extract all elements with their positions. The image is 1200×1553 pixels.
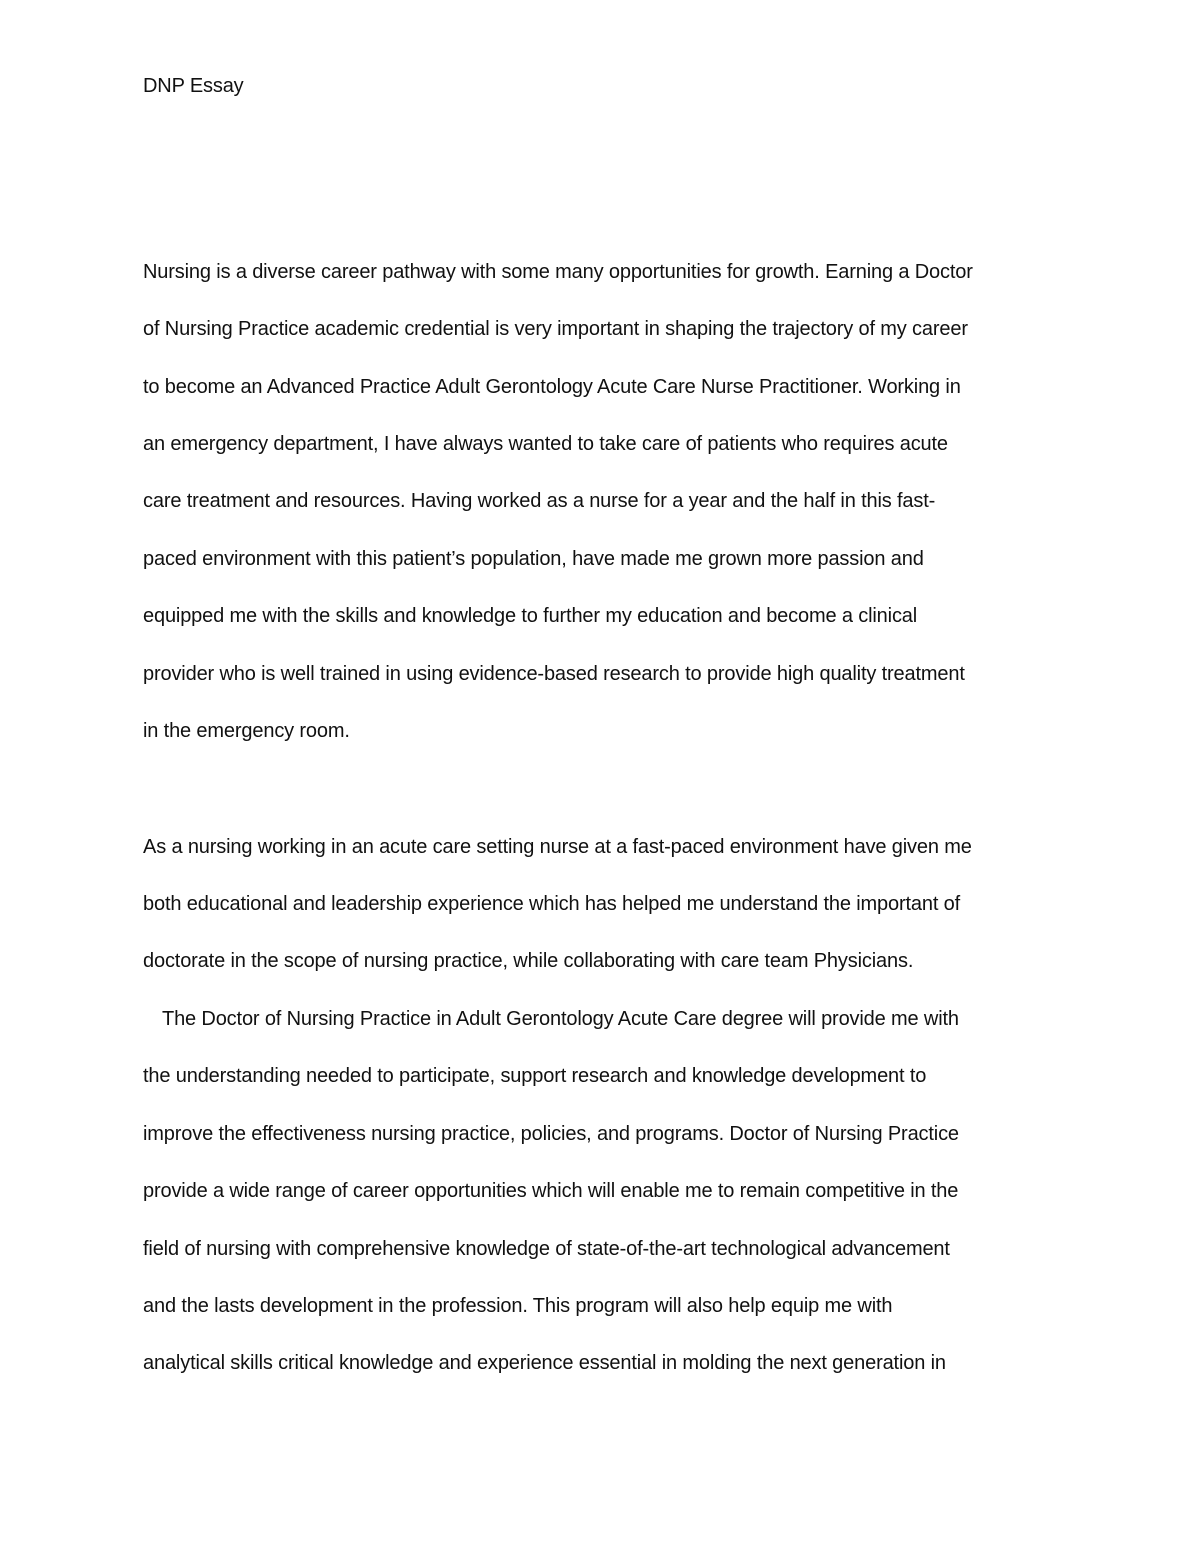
paragraph-3-line: field of nursing with comprehensive knowledge of state-of-the-art technological advancement — [143, 1238, 950, 1260]
paragraph-1-line: provider who is well trained in using evidence-based research to provide high quality treatment — [143, 663, 965, 685]
paragraph-3-line: the understanding needed to participate, support research and knowledge development to — [143, 1065, 927, 1087]
paragraph-3-line: analytical skills critical knowledge and experience essential in molding the next generation in — [143, 1352, 946, 1374]
paragraph-1-line: of Nursing Practice academic credential is very important in shaping the trajectory of my career — [143, 318, 968, 340]
paragraph-1-line: Nursing is a diverse career pathway with some many opportunities for growth. Earning a Doctor — [143, 261, 973, 283]
paragraph-3-line: provide a wide range of career opportunities which will enable me to remain competitive in the — [143, 1180, 959, 1202]
paragraph-1-line: paced environment with this patient’s population, have made me grown more passion and — [143, 548, 924, 570]
paragraph-2-line: doctorate in the scope of nursing practice, while collaborating with care team Physicians. — [143, 950, 914, 972]
paragraph-1-line: an emergency department, I have always wanted to take care of patients who requires acute — [143, 433, 948, 455]
paragraph-1-line: care treatment and resources. Having worked as a nurse for a year and the half in this fast- — [143, 490, 936, 512]
paragraph-2-line: As a nursing working in an acute care setting nurse at a fast-paced environment have given me — [143, 836, 972, 858]
document-title: DNP Essay — [143, 75, 244, 97]
paragraph-3-line: improve the effectiveness nursing practice, policies, and programs. Doctor of Nursing Practice — [143, 1123, 959, 1145]
paragraph-3-line: The Doctor of Nursing Practice in Adult Gerontology Acute Care degree will provide me with — [162, 1008, 959, 1030]
paragraph-1-line: equipped me with the skills and knowledge to further my education and become a clinical — [143, 605, 918, 627]
paragraph-1-line: to become an Advanced Practice Adult Gerontology Acute Care Nurse Practitioner. Working in — [143, 376, 961, 398]
paragraph-3-line: and the lasts development in the profession. This program will also help equip me with — [143, 1295, 893, 1317]
paragraph-2-line: both educational and leadership experience which has helped me understand the important of — [143, 893, 961, 915]
paragraph-1-line: in the emergency room. — [143, 720, 350, 742]
